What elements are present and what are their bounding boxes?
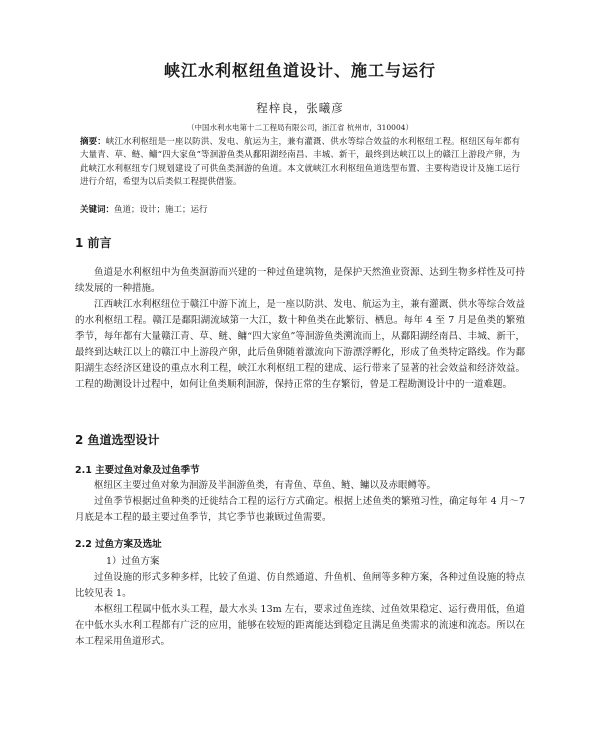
keywords-label: 关键词： [80, 205, 115, 215]
paper-title: 峡江水利枢纽鱼道设计、施工与运行 [163, 61, 436, 80]
section-heading-1: 1 前言 [75, 236, 112, 250]
subsection-heading-2-1: 2.1 主要过鱼对象及过鱼季节 [75, 465, 200, 476]
abstract-text: 峡江水利枢纽是一座以防洪、发电、航运为主，兼有灌溉、供水等综合效益的水利枢纽工程。枢纽区每年都有大量青、草、鲢、鳙“四大家鱼”等洄游鱼类从鄱阳湖经南昌、丰城、新干，最终到达峡江以上的赣江上游段产卵，为此峡江水利枢纽专门规划建设了可供鱼类洄游的鱼道。本文就峡江水利枢纽鱼道选型布置、主要构造设计及施工运行进行介绍，希望为以后类似工程提供借鉴。 [80, 137, 520, 188]
keywords [80, 204, 520, 217]
subsection-heading-2-2: 2.2 过鱼方案及选址 [75, 539, 162, 550]
paragraph: 鱼道是水利枢纽中为鱼类洄游而兴建的一种过鱼建筑物，是保护天然渔业资源、达到生物多样性及可持续发展的一种措施。 [75, 267, 525, 294]
abstract [80, 136, 520, 190]
subsection-item: 1）过鱼方案 [106, 556, 160, 567]
paragraph: 过鱼设施的形式多种多样，比较了鱼道、仿自然通道、升鱼机、鱼闸等多种方案，各种过鱼设施的特点比较见表 1。 [75, 572, 525, 599]
abstract-label: 摘要： [80, 137, 106, 147]
section-heading-2: 2 鱼道选型设计 [75, 433, 160, 447]
paper-authors: 程梓良，张曦彦 [256, 101, 344, 115]
paragraph: 本枢纽工程属中低水头工程，最大水头 13m 左右，要求过鱼连续、过鱼效果稳定、运行费用低，鱼道在中低水头水利工程都有广泛的应用，能够在较短的距离能达到稳定且满足鱼类需求的流速和流态。所以在本工程采用鱼道形式。 [75, 604, 525, 647]
paragraph: 枢纽区主要过鱼对象为洄游及半洄游鱼类，有青鱼、草鱼、鲢、鳙以及赤眼鳟等。 [94, 480, 437, 491]
keywords-text: 鱼道；设计；施工；运行 [114, 205, 208, 215]
author-affiliation: （中国水利水电第十二工程局有限公司，浙江省 杭州市，310004） [186, 123, 413, 132]
paragraph: 江西峡江水利枢纽位于赣江中游下流上，是一座以防洪、发电、航运为主，兼有灌溉、供水等综合效益的水利枢纽工程。赣江是鄱阳湖流域第一大江，数十种鱼类在此繁衍、栖息。每年 4 至 7 月是鱼类的繁殖季节，每年都有大量赣江青、草、鲢、鳙“四大家鱼”等洄游鱼类溯流而上，从鄱阳湖经南昌、丰城、新干，最终到达峡江以上的赣江中上游段产卵，此后鱼卵随着激流向下游漂浮孵化，形成了鱼类特定路线。作为鄱阳湖生态经济区建设的重点水利工程，峡江水利枢纽工程的建成、运行带来了显著的社会效益和经济效益。工程的勘测设计过程中，如何让鱼类顺利洄游，保持正常的生存繁衍，曾是工程勘测设计中的一道难题。 [75, 299, 525, 390]
paragraph: 过鱼季节根据过鱼种类的迁徙结合工程的运行方式确定。根据上述鱼类的繁殖习性，确定每年 4 月～7 月底是本工程的最主要过鱼季节，其它季节也兼顾过鱼需要。 [75, 496, 525, 523]
